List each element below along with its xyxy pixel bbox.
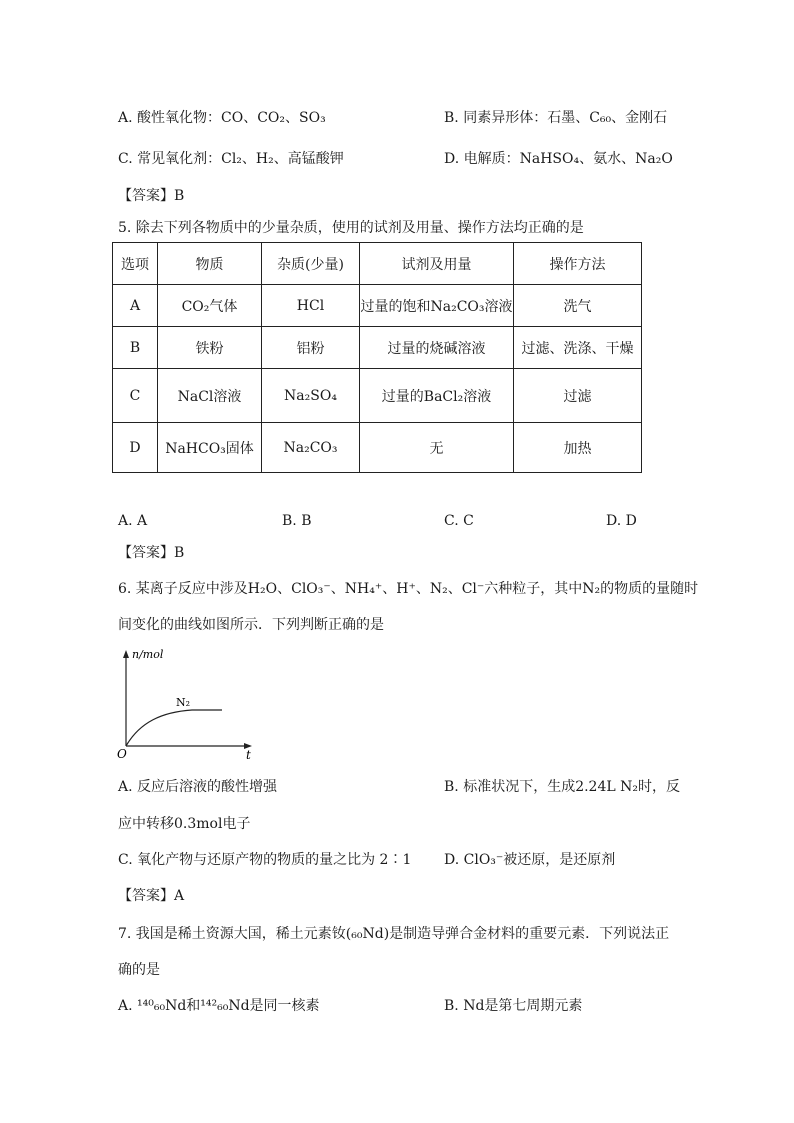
q6-option-b-cont: 应中转移0.3mol电子 <box>118 816 251 832</box>
q4-option-d: D. 电解质：NaHSO₄、氨水、Na₂O <box>444 151 673 167</box>
table-header-cell: 操作方法 <box>514 243 642 285</box>
q6-answer: 【答案】A <box>118 888 185 904</box>
table-row <box>113 369 642 423</box>
table-cell: Na₂CO₃ <box>262 423 360 473</box>
table-cell: 铝粉 <box>262 327 360 369</box>
table-cell: 无 <box>360 423 514 473</box>
y-axis-arrow-icon <box>123 650 129 658</box>
origin-label: O <box>117 747 127 761</box>
q7-option-a: A. ¹⁴⁰₆₀Nd和¹⁴²₆₀Nd是同一核素 <box>118 998 320 1014</box>
table-cell: 过滤、洗涤、干燥 <box>514 327 642 369</box>
q4-option-a: A. 酸性氧化物：CO、CO₂、SO₃ <box>118 110 326 126</box>
q5-stem: 5. 除去下列各物质中的少量杂质，使用的试剂及用量、操作方法均正确的是 <box>118 220 584 236</box>
table-cell: NaHCO₃固体 <box>158 423 262 473</box>
table-row <box>113 423 642 473</box>
q7-stem-line1: 7. 我国是稀土资源大国，稀土元素钕(₆₀Nd)是制造导弹合金材料的重要元素．下列说法正 <box>118 926 670 942</box>
table-header-cell: 选项 <box>113 243 158 285</box>
q6-option-b: B. 标准状况下，生成2.24L N₂时，反 <box>444 779 680 795</box>
q4-option-c: C. 常见氧化剂：Cl₂、H₂、高锰酸钾 <box>118 151 344 167</box>
table-cell: NaCl溶液 <box>158 369 262 423</box>
table-row <box>113 285 642 327</box>
curve-label: N₂ <box>176 696 191 709</box>
q6-option-c: C. 氧化产物与还原产物的物质的量之比为 2∶1 <box>118 852 412 868</box>
q6-option-a: A. 反应后溶液的酸性增强 <box>118 779 278 795</box>
q6-stem-line1: 6. 某离子反应中涉及H₂O、ClO₃⁻、NH₄⁺、H⁺、N₂、Cl⁻六种粒子，其中N₂的物质的量随时 <box>118 581 699 597</box>
table-cell: 过量的饱和Na₂CO₃溶液 <box>360 285 514 327</box>
n2-curve <box>126 710 222 746</box>
table-header-cell: 试剂及用量 <box>360 243 514 285</box>
table-cell: HCl <box>262 285 360 327</box>
q5-table <box>112 242 642 473</box>
table-cell: 过量的BaCl₂溶液 <box>360 369 514 423</box>
table-header-row <box>113 243 642 285</box>
q5-option-c: C. C <box>444 513 474 529</box>
y-axis-label: n/mol <box>132 648 164 661</box>
table-cell: 铁粉 <box>158 327 262 369</box>
q5-answer: 【答案】B <box>118 545 185 561</box>
table-cell: 加热 <box>514 423 642 473</box>
table-cell: A <box>113 285 158 327</box>
q5-option-d: D. D <box>606 513 637 529</box>
q6-graph <box>112 644 260 764</box>
table-row <box>113 327 642 369</box>
q5-option-a: A. A <box>118 513 148 529</box>
q6-option-d: D. ClO₃⁻被还原，是还原剂 <box>444 852 616 868</box>
table-cell: 过滤 <box>514 369 642 423</box>
table-cell: B <box>113 327 158 369</box>
q5-option-b: B. B <box>282 513 312 529</box>
table-header-cell: 杂质(少量) <box>262 243 360 285</box>
q7-stem-line2: 确的是 <box>118 962 160 978</box>
table-cell: D <box>113 423 158 473</box>
table-cell: Na₂SO₄ <box>262 369 360 423</box>
table-header-cell: 物质 <box>158 243 262 285</box>
table-cell: C <box>113 369 158 423</box>
q4-option-b: B. 同素异形体：石墨、C₆₀、金刚石 <box>444 110 668 126</box>
table-cell: 过量的烧碱溶液 <box>360 327 514 369</box>
q7-option-b: B. Nd是第七周期元素 <box>444 998 583 1014</box>
q6-stem-line2: 间变化的曲线如图所示．下列判断正确的是 <box>118 617 384 633</box>
table-cell: 洗气 <box>514 285 642 327</box>
x-axis-label: t <box>246 748 251 762</box>
table-cell: CO₂气体 <box>158 285 262 327</box>
q4-answer: 【答案】B <box>118 188 185 204</box>
